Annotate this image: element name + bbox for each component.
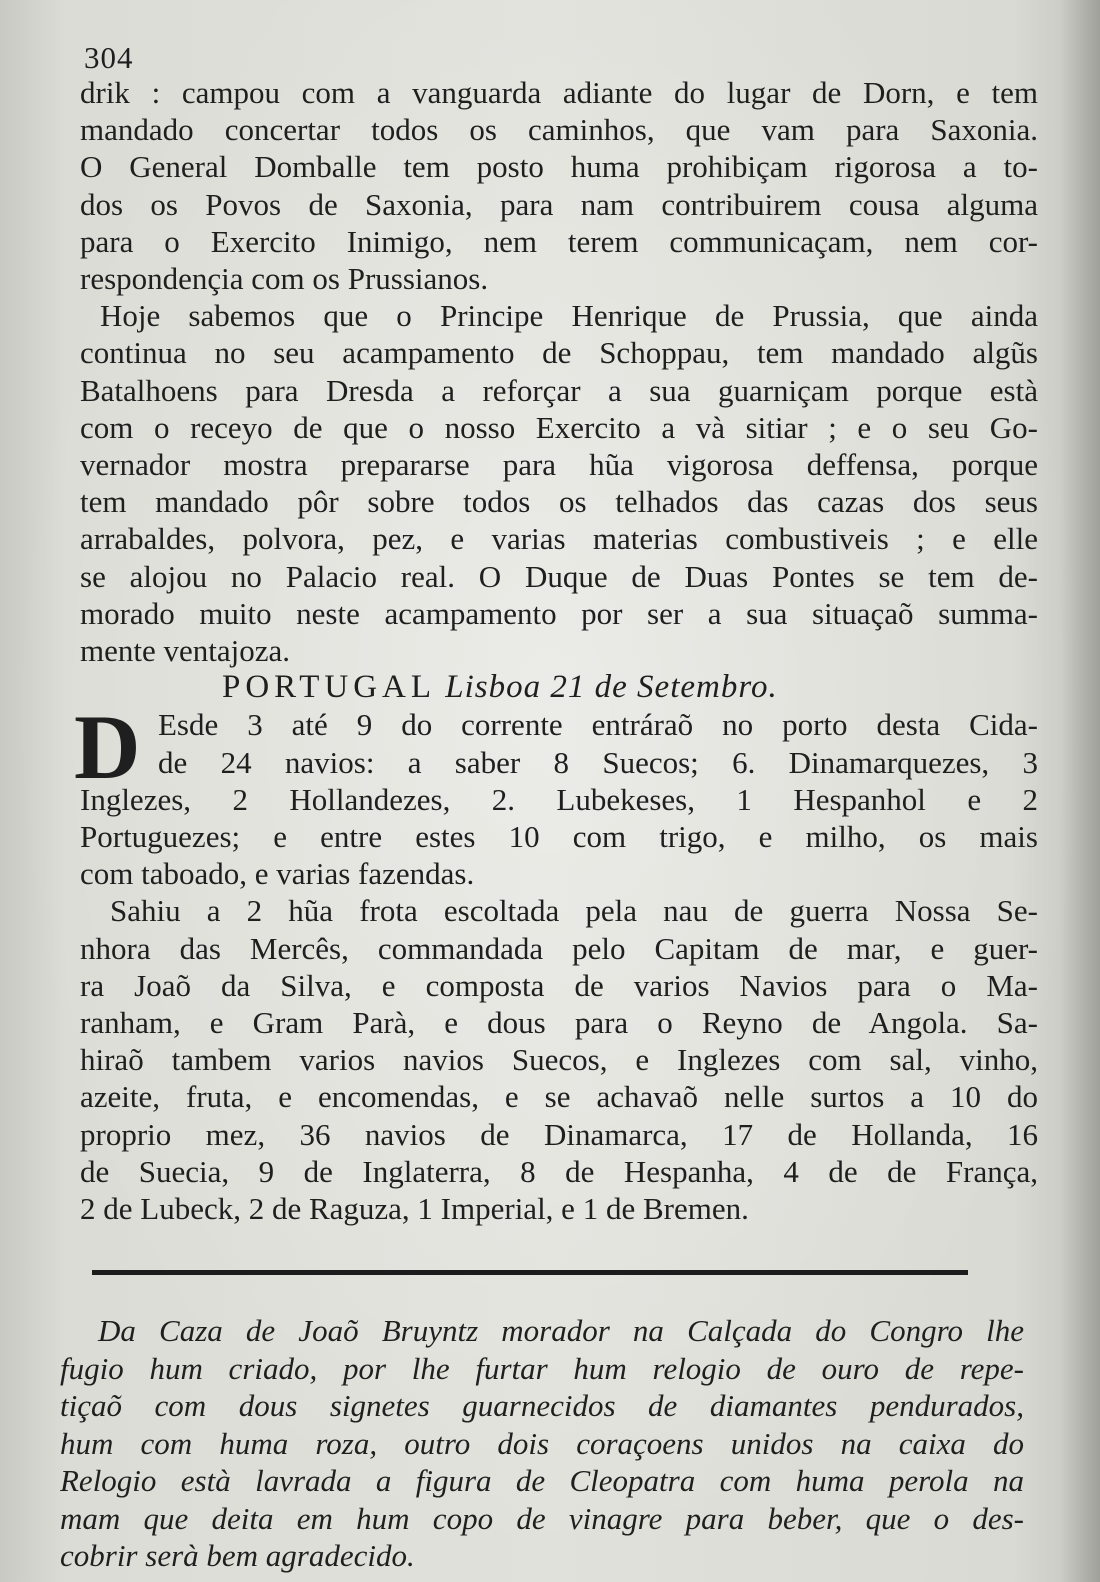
section-heading xyxy=(80,669,1038,706)
paragraph-ship-arrivals xyxy=(74,696,1038,892)
text-line: azeite, fruta, e encomendas, e se achavaõ nelle surtos a 10 do xyxy=(80,1079,1038,1115)
notice-line: Da Caza de Joaõ Bruyntz morador na Calçada do Congro lhe xyxy=(98,1313,1024,1348)
text-line: de 24 navios: a saber 8 Suecos; 6. Dinamarquezes, 3 xyxy=(158,744,1038,780)
page-number: 304 xyxy=(84,40,134,75)
text-line: continua no seu acampamento de Schoppau, tem mandado algũs xyxy=(80,335,1038,371)
notice-line: hum com huma roza, outro dois coraçoens unidos na caixa do xyxy=(60,1425,1024,1461)
text-line: ranham, e Gram Parà, e dous para o Reyno de Angola. Sa- xyxy=(80,1005,1038,1041)
text-line: nhora das Mercês, commandada pelo Capitam de mar, e guer- xyxy=(80,930,1038,966)
text-line: proprio mez, 36 navios de Dinamarca, 17 de Hollanda, 16 xyxy=(80,1116,1038,1152)
notice-line: cobrir serà bem agradecido. xyxy=(60,1538,415,1573)
heading-country: PORTUGAL xyxy=(222,669,437,706)
text-line: drik : campou com a vanguarda adiante do lugar de Dorn, e tem xyxy=(80,75,1038,110)
text-line: morado muito neste acampamento por ser a sua situaçaõ summa- xyxy=(80,595,1038,631)
text-line: para o Exercito Inimigo, nem terem communicaçam, nem cor- xyxy=(80,223,1038,259)
notice-line: tiçaõ com dous signetes guarnecidos de diamantes pendurados, xyxy=(60,1388,1024,1423)
text-line: hiraõ tambem varios navios Suecos, e Inglezes com sal, vinho, xyxy=(80,1042,1038,1078)
notice-line: mam que deita em hum copo de vinagre para beber, que o des- xyxy=(60,1500,1024,1536)
paragraph-prince-henrique xyxy=(80,297,1038,669)
horizontal-rule xyxy=(92,1270,968,1275)
text-line: Hoje sabemos que o Principe Henrique de Prussia, que ainda xyxy=(100,298,1038,334)
notice-line: Relogio està lavrada a figura de Cleopatra com huma perola na xyxy=(60,1463,1024,1498)
text-line: ra Joaõ da Silva, e composta de varios Navios para o Ma- xyxy=(80,967,1038,1003)
text-line: tem mandado pôr sobre todos os telhados das cazas dos seus xyxy=(80,484,1038,520)
text-line: Sahiu a 2 hũa frota escoltada pela nau de guerra Nossa Se- xyxy=(110,893,1038,929)
text-line: respondençia com os Prussianos. xyxy=(80,261,489,297)
text-line: de Suecia, 9 de Inglaterra, 8 de Hespanha, 4 de de França, xyxy=(80,1153,1038,1189)
text-line: se alojou no Palacio real. O Duque de Duas Pontes se tem de- xyxy=(80,558,1038,594)
paragraph-saxony-front xyxy=(80,74,1038,297)
text-line: vernador mostra prepararse para hũa vigorosa deffensa, porque xyxy=(80,447,1038,483)
text-line: com o receyo de que o nosso Exercito a và sitiar ; e o seu Go- xyxy=(80,409,1038,445)
text-line: Esde 3 até 9 do corrente entráraõ no porto desta Cida- xyxy=(158,707,1038,743)
text-line: com taboado, e varias fazendas. xyxy=(80,856,475,892)
text-line: Batalhoens para Dresda a reforçar a sua guarniçam porque està xyxy=(80,372,1038,408)
text-line: 2 de Lubeck, 2 de Raguza, 1 Imperial, e 1 de Bremen. xyxy=(80,1191,749,1227)
text-line: dos os Povos de Saxonia, para nam contribuirem cousa alguma xyxy=(80,186,1038,222)
text-line: Portuguezes; e entre estes 10 com trigo, e milho, os mais xyxy=(80,819,1038,855)
text-line: arrabaldes, polvora, pez, e varias materias combustiveis ; e elle xyxy=(80,521,1038,557)
advertisement-notice xyxy=(60,1312,1024,1575)
text-line: Inglezes, 2 Hollandezes, 2. Lubekeses, 1 Hespanhol e 2 xyxy=(80,781,1038,817)
notice-line: fugio hum criado, por lhe furtar hum relogio de ouro de repe- xyxy=(60,1350,1024,1386)
text-line: mente ventajoza. xyxy=(80,633,291,669)
text-line: mandado concertar todos os caminhos, que vam para Saxonia. xyxy=(80,112,1038,148)
article-body xyxy=(74,74,1038,1227)
paragraph-fleet-departure xyxy=(80,892,1038,1227)
text-line: O General Domballe tem posto huma prohibiçam rigorosa a to- xyxy=(80,149,1038,185)
drop-cap: D xyxy=(74,696,141,799)
heading-place-date: Lisboa 21 de Setembro. xyxy=(445,669,778,706)
